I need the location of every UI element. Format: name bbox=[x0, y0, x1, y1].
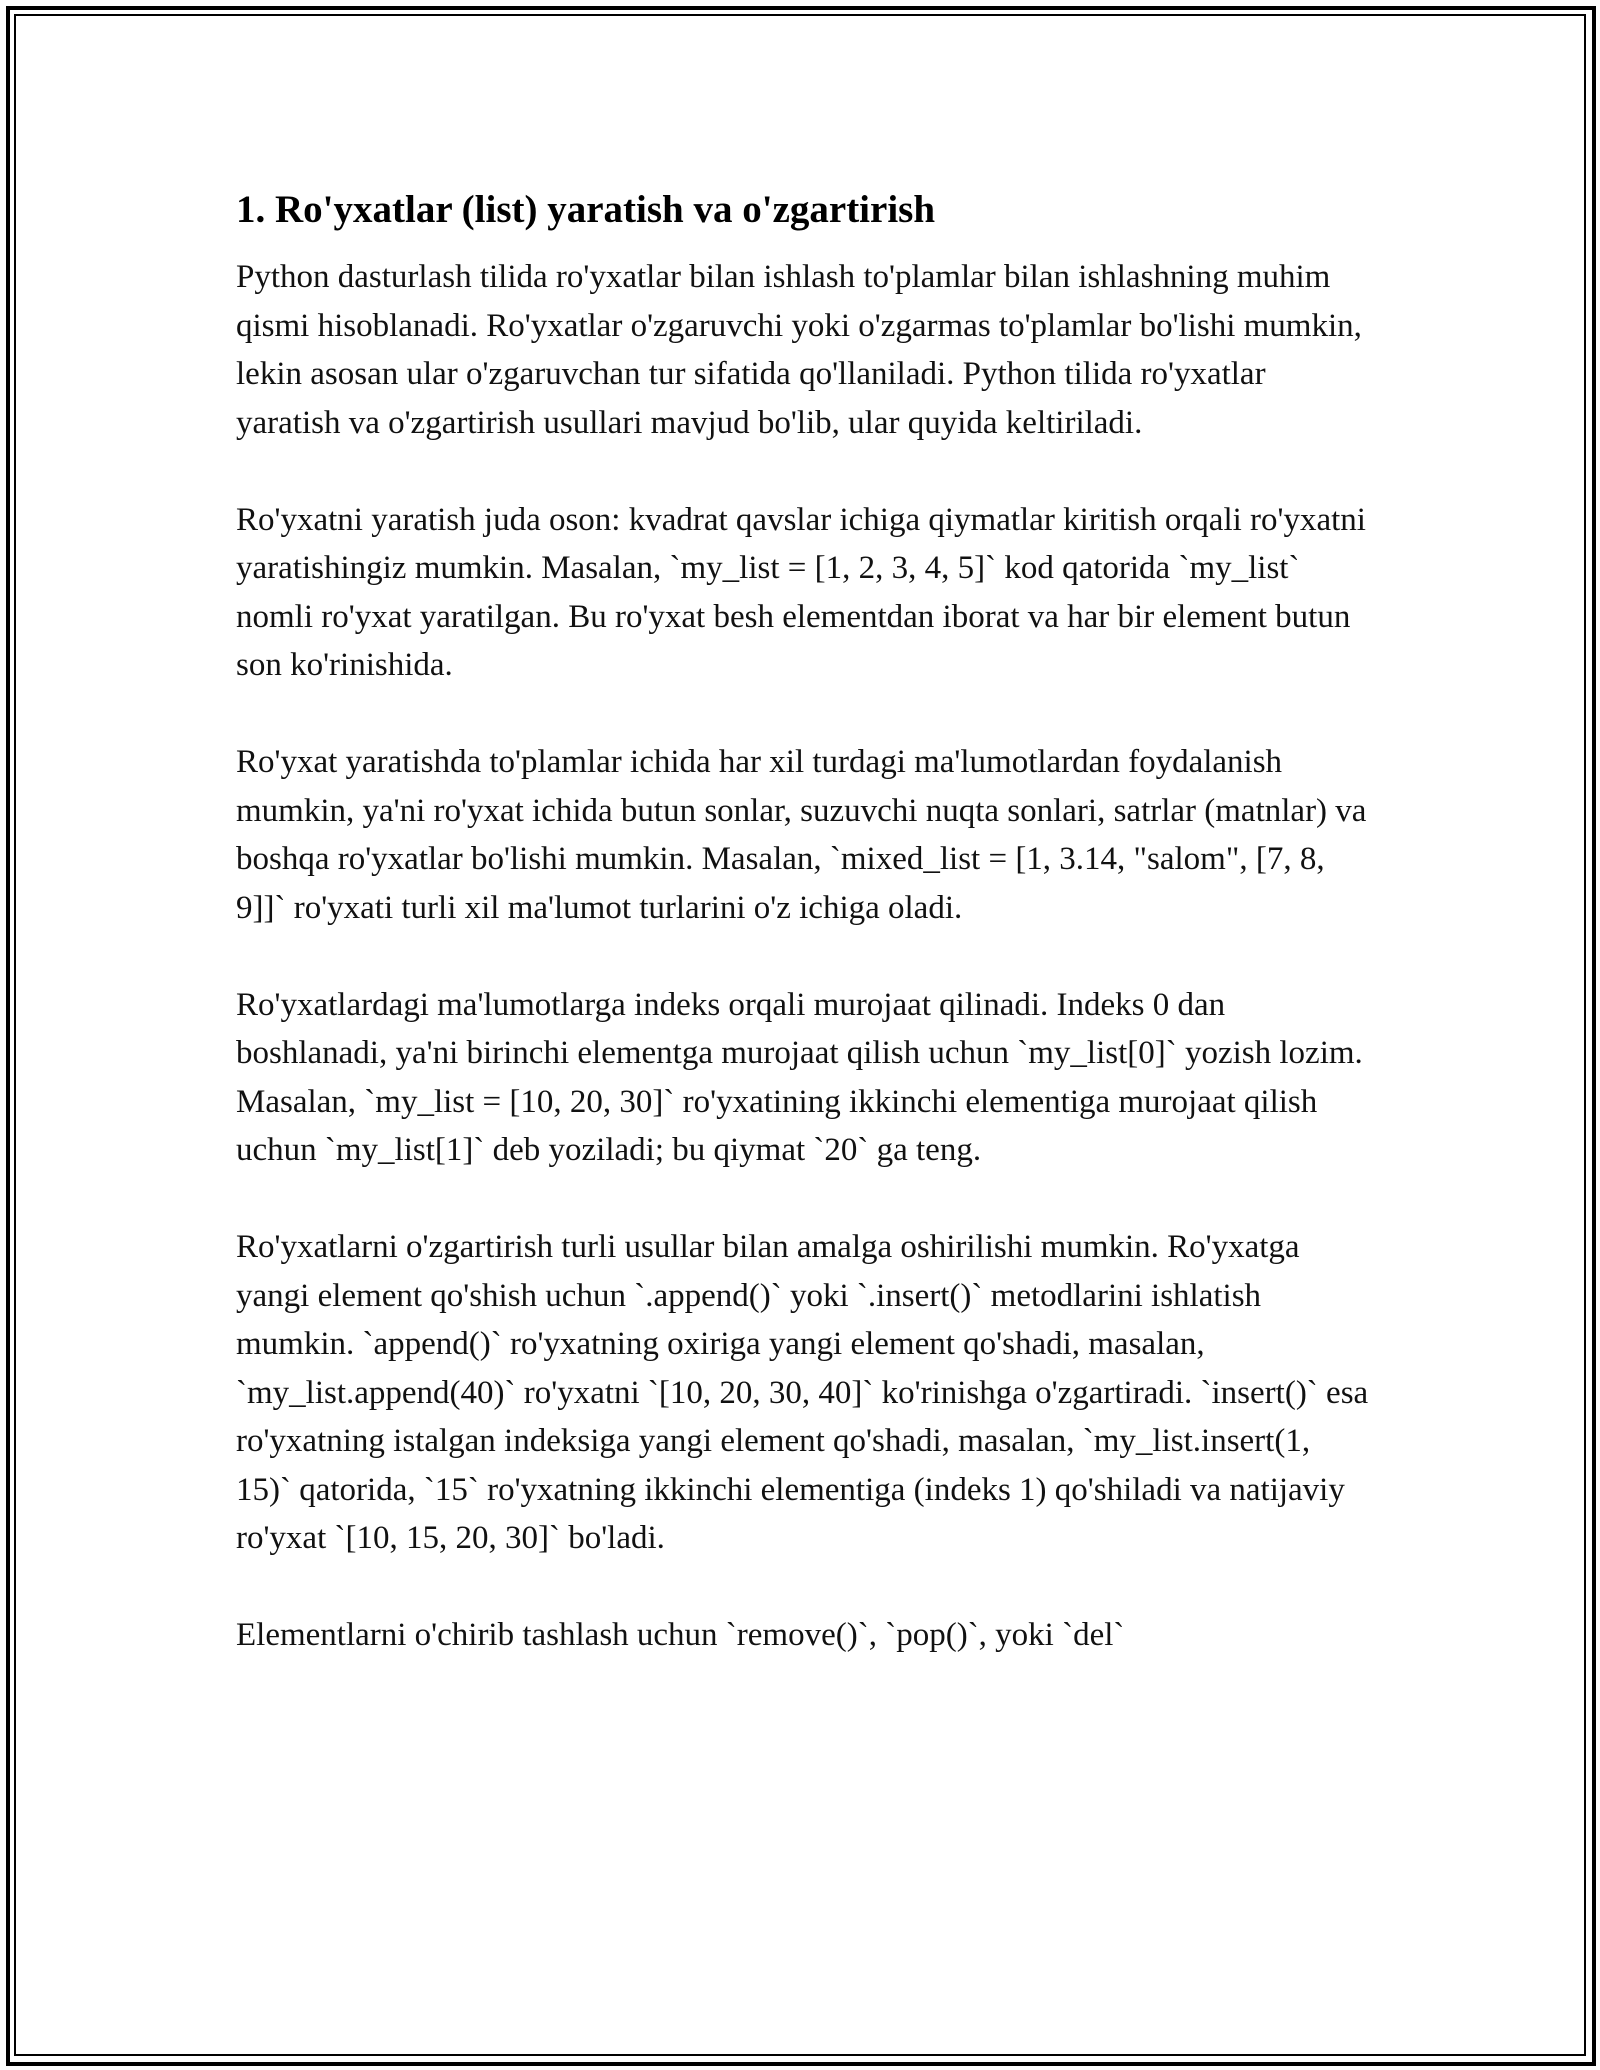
paragraph-removing: Elementlarni o'chirib tashlash uchun `remove()`, `pop()`, yoki `del` bbox=[236, 1617, 1125, 1653]
paragraph-indexing: Ro'yxatlardagi ma'lumotlarga indeks orqali murojaat qilinadi. Indeks 0 dan boshlanadi, ya'ni birinchi elementga murojaat qilish uchun `my_list[0]` yozish lozim. Masalan, `my_list = [10, 20, 30]` ro'yxatining ikkinchi elementiga murojaat qilish uchun `my_list[1]` deb yoziladi; bu qiymat `20` ga teng. bbox=[236, 986, 1363, 1168]
paragraph-creating-list: Ro'yxatni yaratish juda oson: kvadrat qavslar ichiga qiymatlar kiritish orqali ro'yxatni yaratishingiz mumkin. Masalan, `my_list = [1, 2, 3, 4, 5]` kod qatorida `my_list` nomli ro'yxat yaratilgan. Bu ro'yxat besh elementdan iborat va har bir element butun son ko'rinishida. bbox=[236, 501, 1366, 683]
paragraph-modifying: Ro'yxatlarni o'zgartirish turli usullar bilan amalga oshirilishi mumkin. Ro'yxatga yangi element qo'shish uchun `.append()` yoki `.insert()` metodlarini ishlatish mumkin. `append()` ro'yxatning oxiriga yangi element qo'shadi, masalan, `my_list.append(40)` ro'yxatni `[10, 20, 30, 40]` ko'rinishga o'zgartiradi. `insert()` esa ro'yxatning istalgan indeksiga yangi element qo'shadi, masalan, `my_list.insert(1, 15)` qatorida, `15` ro'yxatning ikkinchi elementiga (indeks 1) qo'shiladi va natijaviy ro'yxat `[10, 15, 20, 30]` bo'ladi. bbox=[236, 1229, 1369, 1556]
document-body bbox=[236, 185, 1370, 1708]
paragraph-intro: Python dasturlash tilida ro'yxatlar bilan ishlash to'plamlar bilan ishlashning muhim qismi hisoblanadi. Ro'yxatlar o'zgaruvchi yoki o'zgarmas to'plamlar bo'lishi mumkin, lekin asosan ular o'zgaruvchan tur sifatida qo'llaniladi. Python tilida ro'yxatlar yaratish va o'zgartirish usullari mavjud bo'lib, ular quyida keltiriladi. bbox=[236, 259, 1362, 441]
paragraph-mixed-types: Ro'yxat yaratishda to'plamlar ichida har xil turdagi ma'lumotlardan foydalanish mumkin, ya'ni ro'yxat ichida butun sonlar, suzuvchi nuqta sonlari, satrlar (matnlar) va boshqa ro'yxatlar bo'lishi mumkin. Masalan, `mixed_list = [1, 3.14, "salom", [7, 8, 9]]` ro'yxati turli xil ma'lumot turlarini o'z ichiga oladi. bbox=[236, 744, 1367, 926]
section-title: 1. Ro'yxatlar (list) yaratish va o'zgartirish bbox=[236, 188, 936, 231]
